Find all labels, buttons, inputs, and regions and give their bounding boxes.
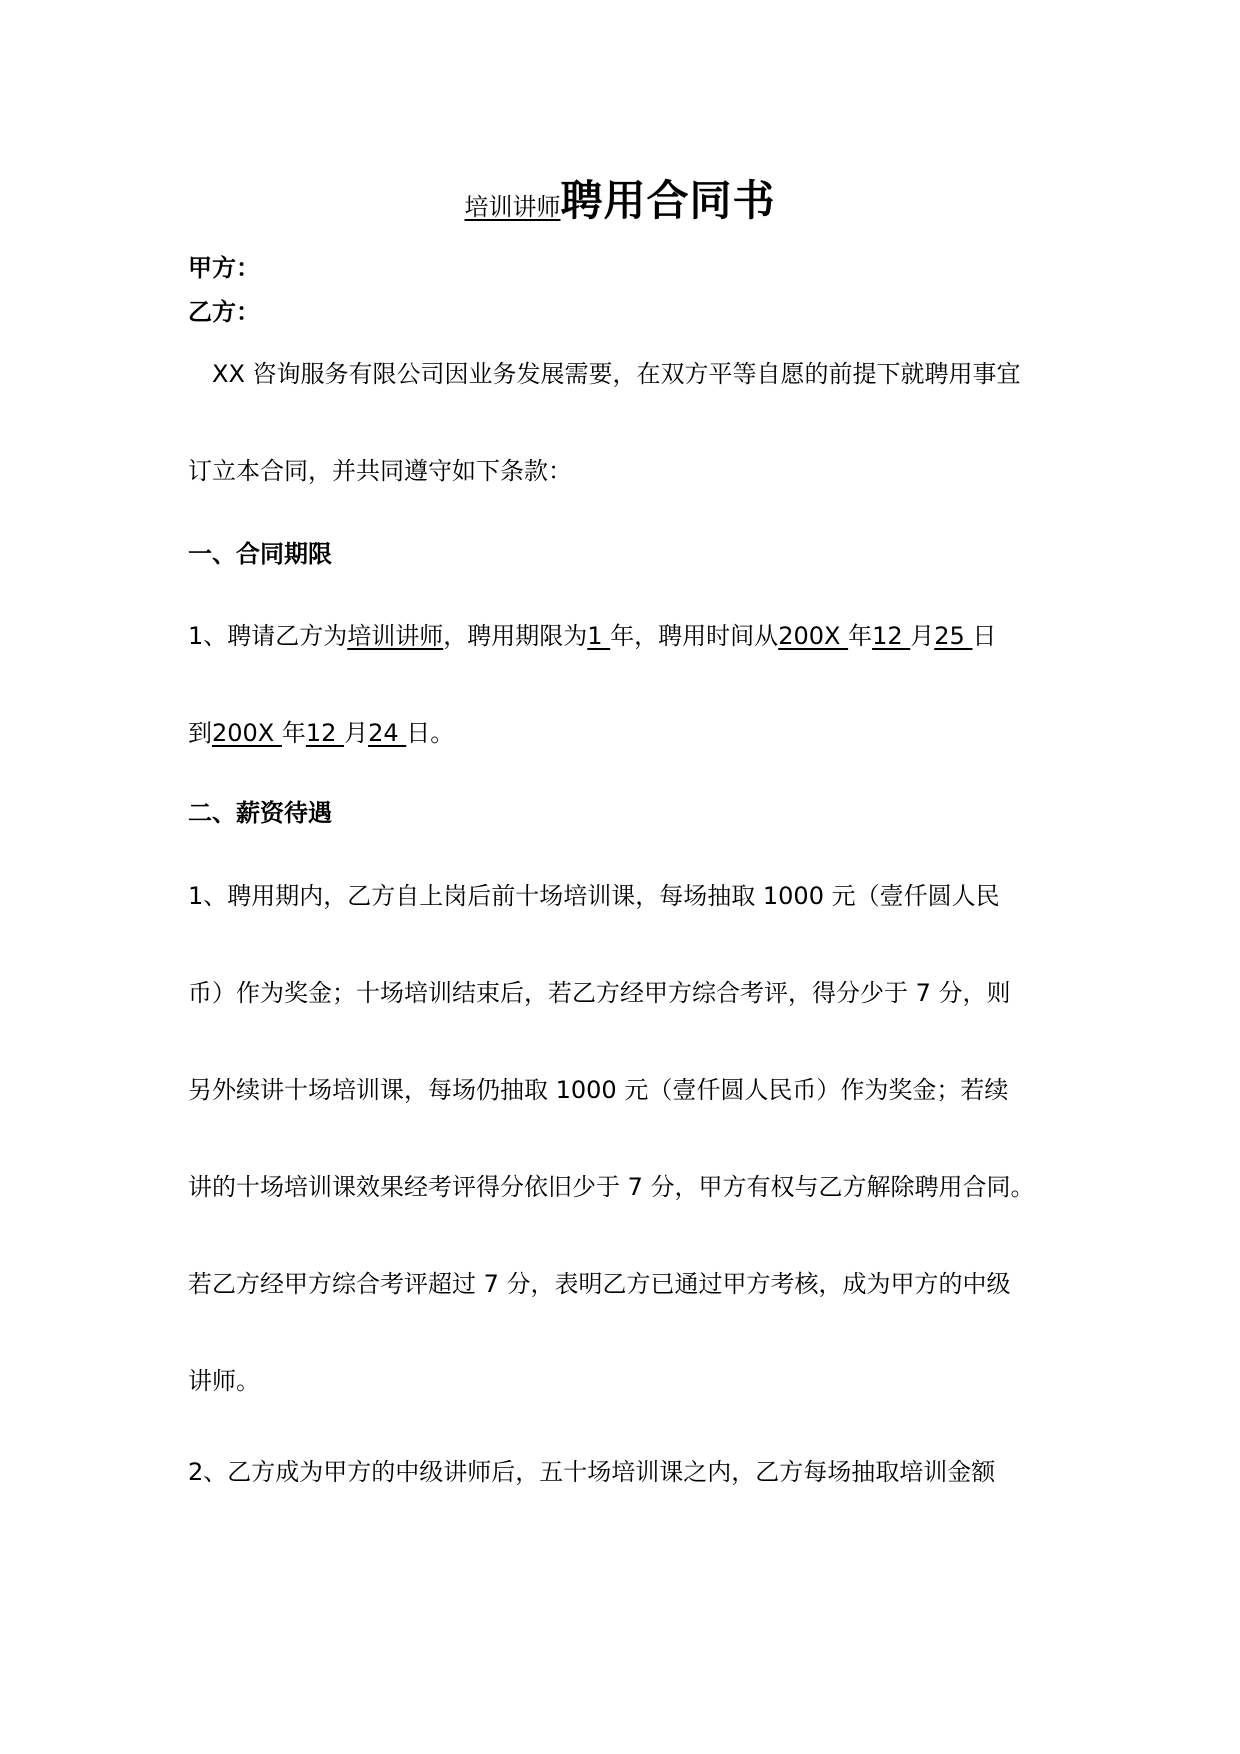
intro-line-1: XX 咨询服务有限公司因业务发展需要，在双方平等自愿的前提下就聘用事宜 xyxy=(212,360,1021,388)
section-2-clause-1-line: 另外续讲十场培训课，每场仍抽取 1000 元（壹仟圆人民币）作为奖金；若续 xyxy=(188,1076,1009,1104)
section-1-clause-1-line-1: 1、聘请乙方为培训讲师，聘用期限为1 年，聘用时间从200X 年12 月25 日 xyxy=(188,622,997,650)
start-day-field: 25 xyxy=(934,622,973,650)
section-1-clause-1-line-2: 到200X 年12 月24 日。 xyxy=(188,719,455,747)
intro-line-2: 订立本合同，并共同遵守如下条款： xyxy=(188,457,572,485)
party-a-label: 甲方： xyxy=(188,254,260,282)
end-day-field: 24 xyxy=(368,719,407,747)
title-main: 聘用合同书 xyxy=(560,176,776,225)
section-2-heading: 二、薪资待遇 xyxy=(188,799,332,827)
start-month-field: 12 xyxy=(872,622,911,650)
end-year-field: 200X xyxy=(212,719,282,747)
document-title xyxy=(0,168,1240,228)
start-year-field: 200X xyxy=(778,622,849,650)
section-2-clause-1-line: 币）作为奖金；十场培训结束后，若乙方经甲方综合考评，得分少于 7 分，则 xyxy=(188,979,1011,1007)
term-field: 1 xyxy=(587,622,611,650)
party-b-label: 乙方： xyxy=(188,298,260,326)
title-prefix: 培训讲师 xyxy=(464,193,561,221)
section-2-clause-2-line-1: 2、乙方成为甲方的中级讲师后，五十场培训课之内，乙方每场抽取培训金额 xyxy=(188,1458,996,1486)
section-2-clause-1-line: 讲的十场培训课效果经考评得分依旧少于 7 分，甲方有权与乙方解除聘用合同。 xyxy=(188,1173,1035,1201)
end-month-field: 12 xyxy=(305,719,345,747)
section-2-clause-1-line: 若乙方经甲方综合考评超过 7 分，表明乙方已通过甲方考核，成为甲方的中级 xyxy=(188,1270,1011,1298)
section-2-clause-1-line: 讲师。 xyxy=(188,1367,260,1395)
section-2-clause-1-line: 1、聘用期内，乙方自上岗后前十场培训课，每场抽取 1000 元（壹仟圆人民 xyxy=(188,882,1000,910)
section-1-heading: 一、合同期限 xyxy=(188,540,332,568)
position-field: 培训讲师 xyxy=(347,622,444,650)
